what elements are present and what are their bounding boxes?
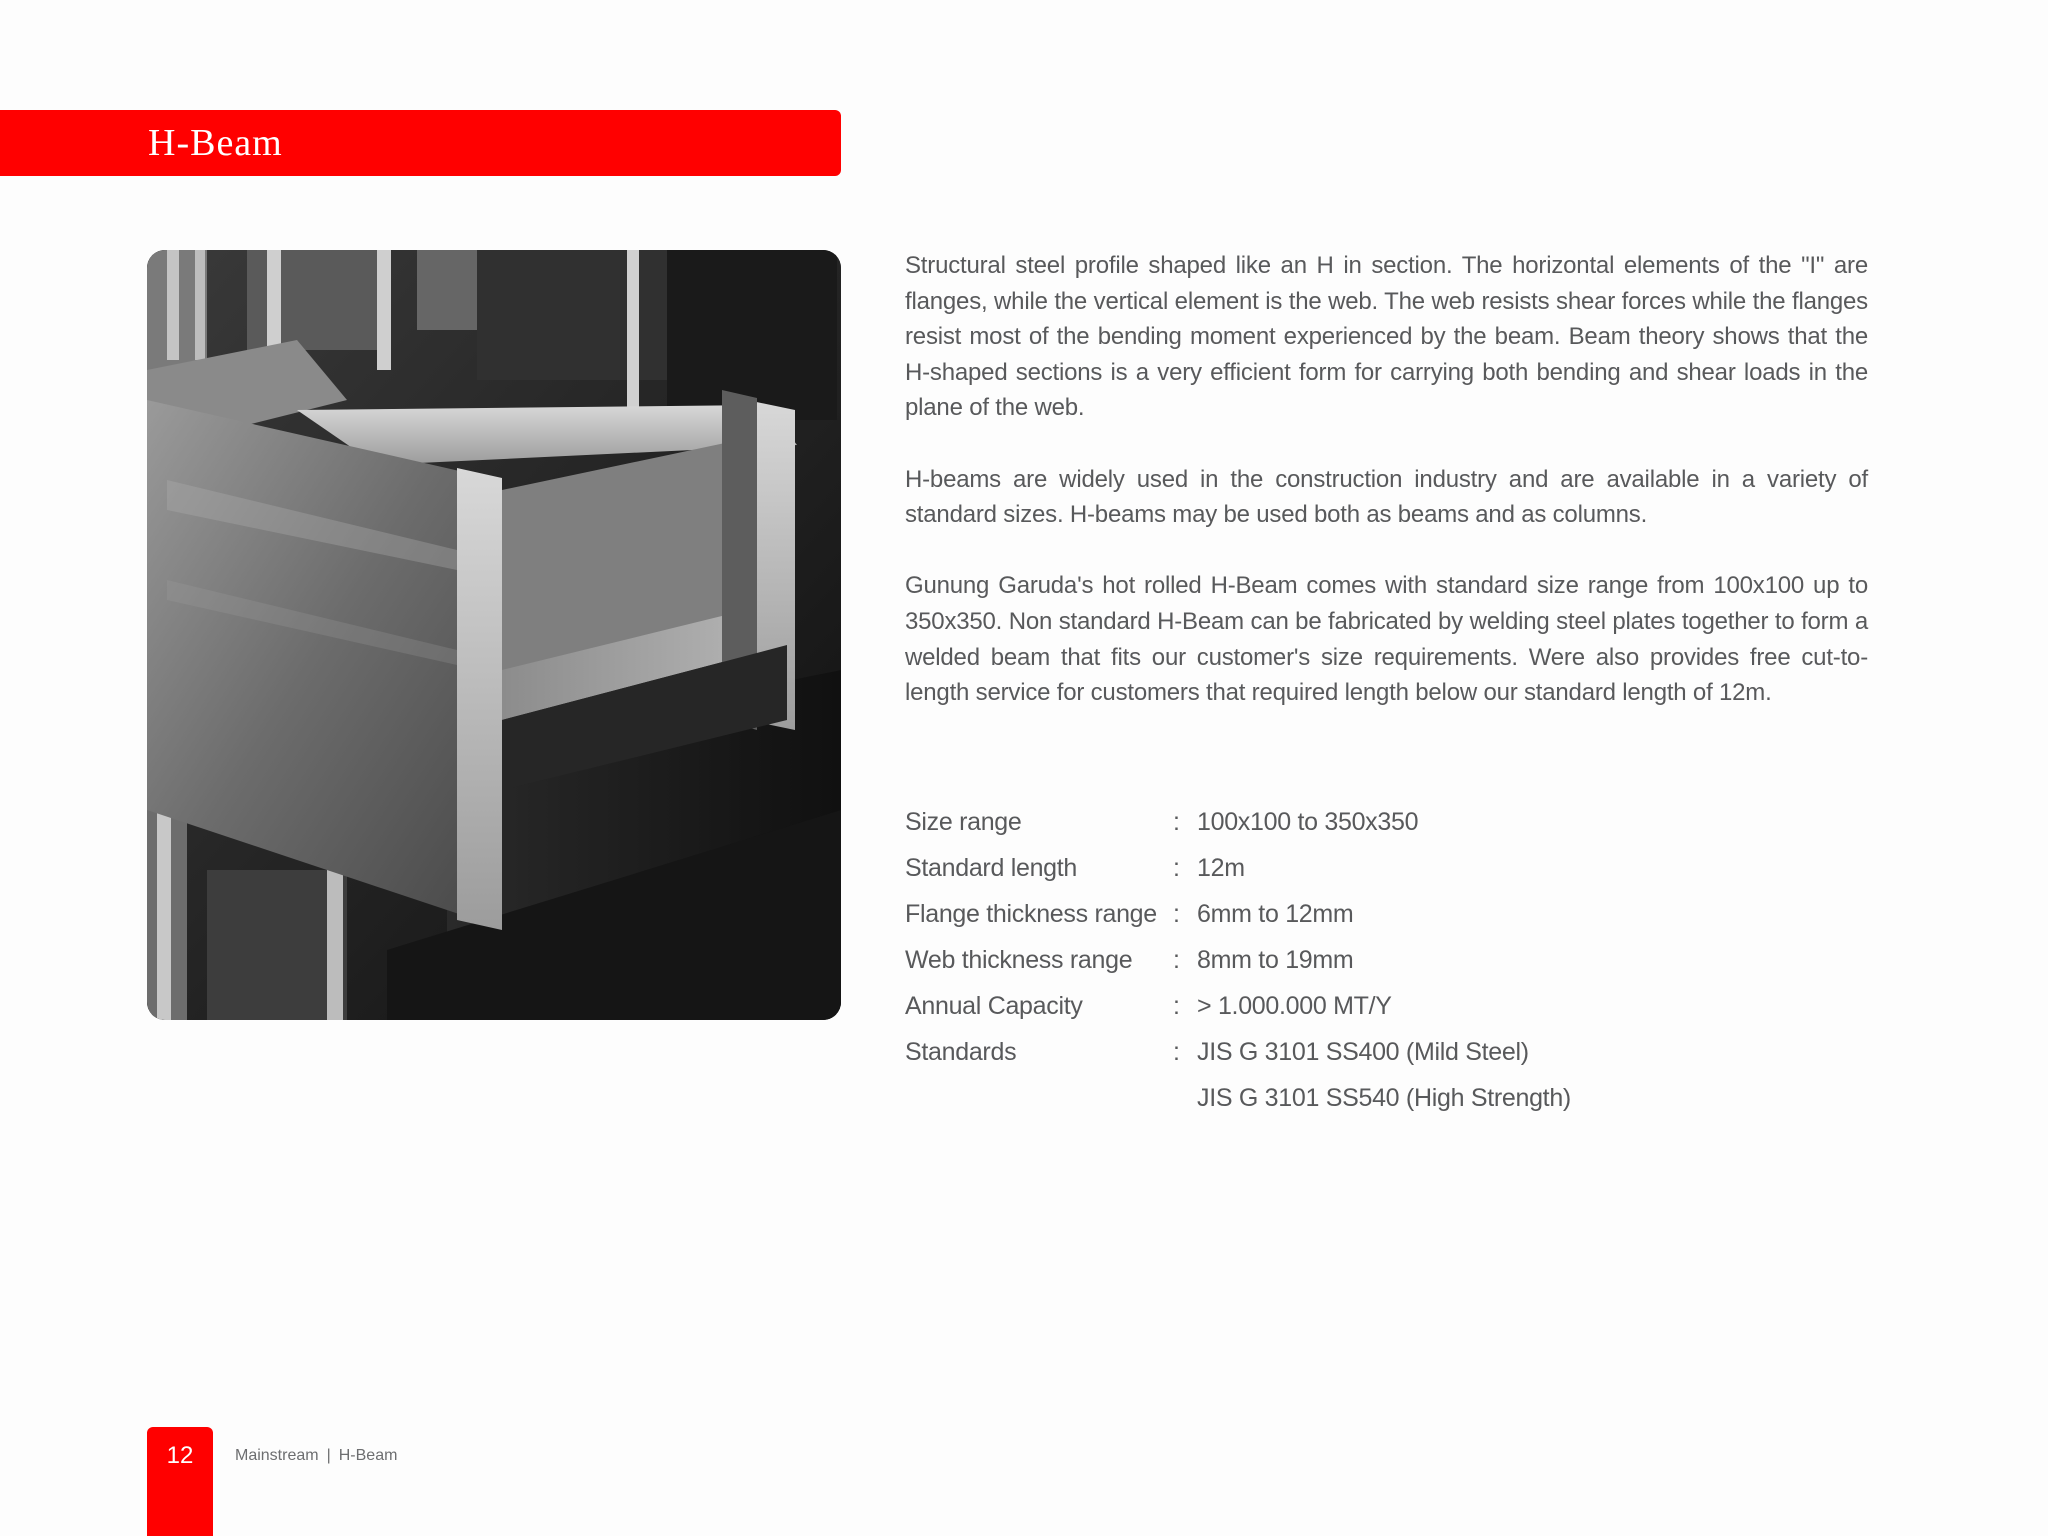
title-banner <box>0 110 841 176</box>
spec-label: Standards <box>905 1038 1017 1066</box>
spec-row-size-range <box>905 808 1865 854</box>
spec-value: 6mm to 12mm <box>1197 900 1354 928</box>
spec-row-standards <box>905 1038 1865 1084</box>
spec-row-web-thickness <box>905 946 1865 992</box>
footer-section: Mainstream <box>235 1447 319 1464</box>
spec-label: Annual Capacity <box>905 992 1083 1020</box>
spec-separator: : <box>1173 992 1180 1020</box>
description-paragraph: Structural steel profile shaped like an H in section. The horizontal elements of the "I" are flanges, while the vertical element is the web. The web resists shear forces while the flanges resist most of the bending moment experienced by the beam. Beam theory shows that the H-shaped sections is a very efficient form for carrying both bending and shear loads in the plane of the web. <box>905 252 1868 422</box>
footer-topic: H-Beam <box>338 1447 398 1464</box>
spec-row-annual-capacity <box>905 992 1865 1038</box>
footer-divider: | <box>326 1447 331 1464</box>
h-beam-photo <box>147 250 841 1020</box>
spec-label: Web thickness range <box>905 946 1133 974</box>
spec-value: 8mm to 19mm <box>1197 946 1354 974</box>
spec-separator: : <box>1173 854 1180 882</box>
spec-separator: : <box>1173 808 1180 836</box>
spec-row-standard-length <box>905 854 1865 900</box>
spec-value: 12m <box>1197 854 1245 882</box>
spec-separator: : <box>1173 900 1180 928</box>
spec-value: > 1.000.000 MT/Y <box>1197 992 1392 1020</box>
spec-label: Flange thickness range <box>905 900 1157 928</box>
spec-value: JIS G 3101 SS400 (Mild Steel) <box>1197 1038 1529 1066</box>
spec-table <box>905 808 1865 1130</box>
description-paragraph: Gunung Garuda's hot rolled H-Beam comes with standard size range from 100x100 up to 350x350. Non standard H-Beam can be fabricated by welding steel plates together to form a welded beam that fits our customer's size requirements. Were also provides free cut-to-length service for customers that required length below our standard length of 12m. <box>905 572 1868 707</box>
description-paragraph: H-beams are widely used in the construction industry and are available in a variety of standard sizes. H-beams may be used both as beams and as columns. <box>905 465 1868 529</box>
spec-value: JIS G 3101 SS540 (High Strength) <box>1197 1084 1571 1112</box>
footer-breadcrumb <box>235 1447 397 1465</box>
page-title: H-Beam <box>148 122 283 164</box>
spec-row-flange-thickness <box>905 900 1865 946</box>
spec-value: 100x100 to 350x350 <box>1197 808 1419 836</box>
page-number-tab <box>147 1427 213 1536</box>
description <box>905 248 1868 746</box>
spec-label: Standard length <box>905 854 1078 882</box>
spec-label: Size range <box>905 808 1022 836</box>
spec-separator: : <box>1173 946 1180 974</box>
spec-separator: : <box>1173 1038 1180 1066</box>
page-number: 12 <box>166 1442 194 1469</box>
spec-row-standards-continued <box>905 1084 1865 1130</box>
